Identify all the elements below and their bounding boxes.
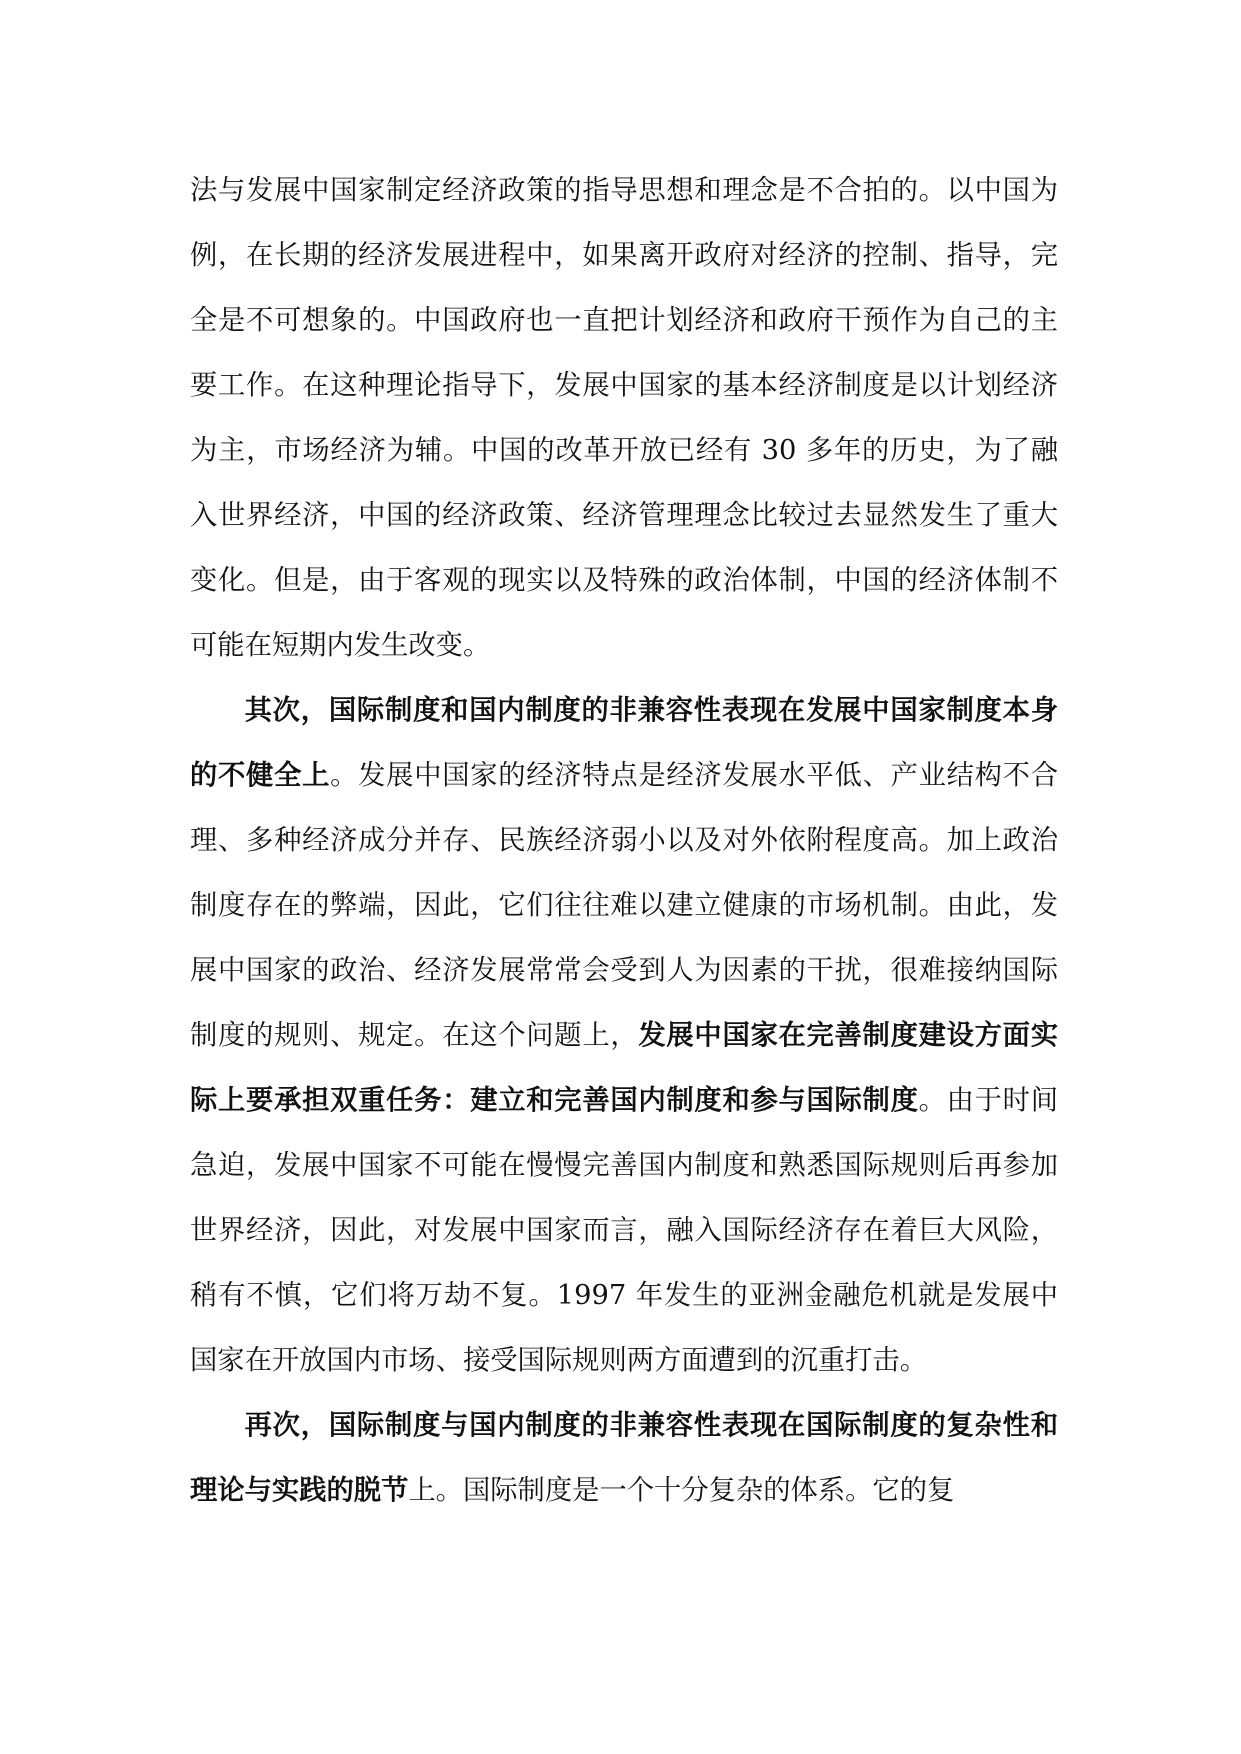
bold-key-point: 发展中国家在完善制度建设方面实际上要承担双重任务：建立和完善国内制度和参与国际制度	[190, 1019, 1058, 1116]
paragraph-text: 。由于时间急迫，发展中国家不可能在慢慢完善国内制度和熟悉国际规则后再参加世界经济，因此，对发展中国家而言，融入国际经济存在着巨大风险，稍有不慎，它们将万劫不复。1997 年发生的亚洲金融危机就是发展中国家在开放国内市场、接受国际规则两方面遭到的沉重打击。	[190, 1085, 1058, 1376]
paragraph-text: 上。国际制度是一个十分复杂的体系。它的复	[408, 1475, 955, 1506]
bold-topic-sentence: 其次，国际制度和国内制度的非兼容性表现在发展中国家制度本身的不健全上	[190, 694, 1058, 791]
paragraph-thirdly	[190, 1393, 1058, 1523]
paragraph-text: 法与发展中国家制定经济政策的指导思想和理念是不合拍的。以中国为例，在长期的经济发展进程中，如果离开政府对经济的控制、指导，完全是不可想象的。中国政府也一直把计划经济和政府干预作为自己的主要工作。在这种理论指导下，发展中国家的基本经济制度是以计划经济为主，市场经济为辅。中国的改革开放已经有 30 多年的历史，为了融入世界经济，中国的经济政策、经济管理理念比较过去显然发生了重大变化。但是，由于客观的现实以及特殊的政治体制，中国的经济体制不可能在短期内发生改变。	[190, 175, 1058, 661]
paragraph-text: 。发展中国家的经济特点是经济发展水平低、产业结构不合理、多种经济成分并存、民族经济弱小以及对外依附程度高。加上政治制度存在的弊端，因此，它们往往难以建立健康的市场机制。由此，发展中国家的政治、经济发展常常会受到人为因素的干扰，很难接纳国际制度的规则、规定。在这个问题上，	[190, 760, 1059, 1051]
document-page	[190, 158, 1058, 1523]
bold-topic-sentence: 再次，国际制度与国内制度的非兼容性表现在国际制度的复杂性和理论与实践的脱节	[190, 1409, 1058, 1506]
paragraph-secondly	[190, 678, 1058, 1393]
paragraph-continuation	[190, 158, 1058, 678]
